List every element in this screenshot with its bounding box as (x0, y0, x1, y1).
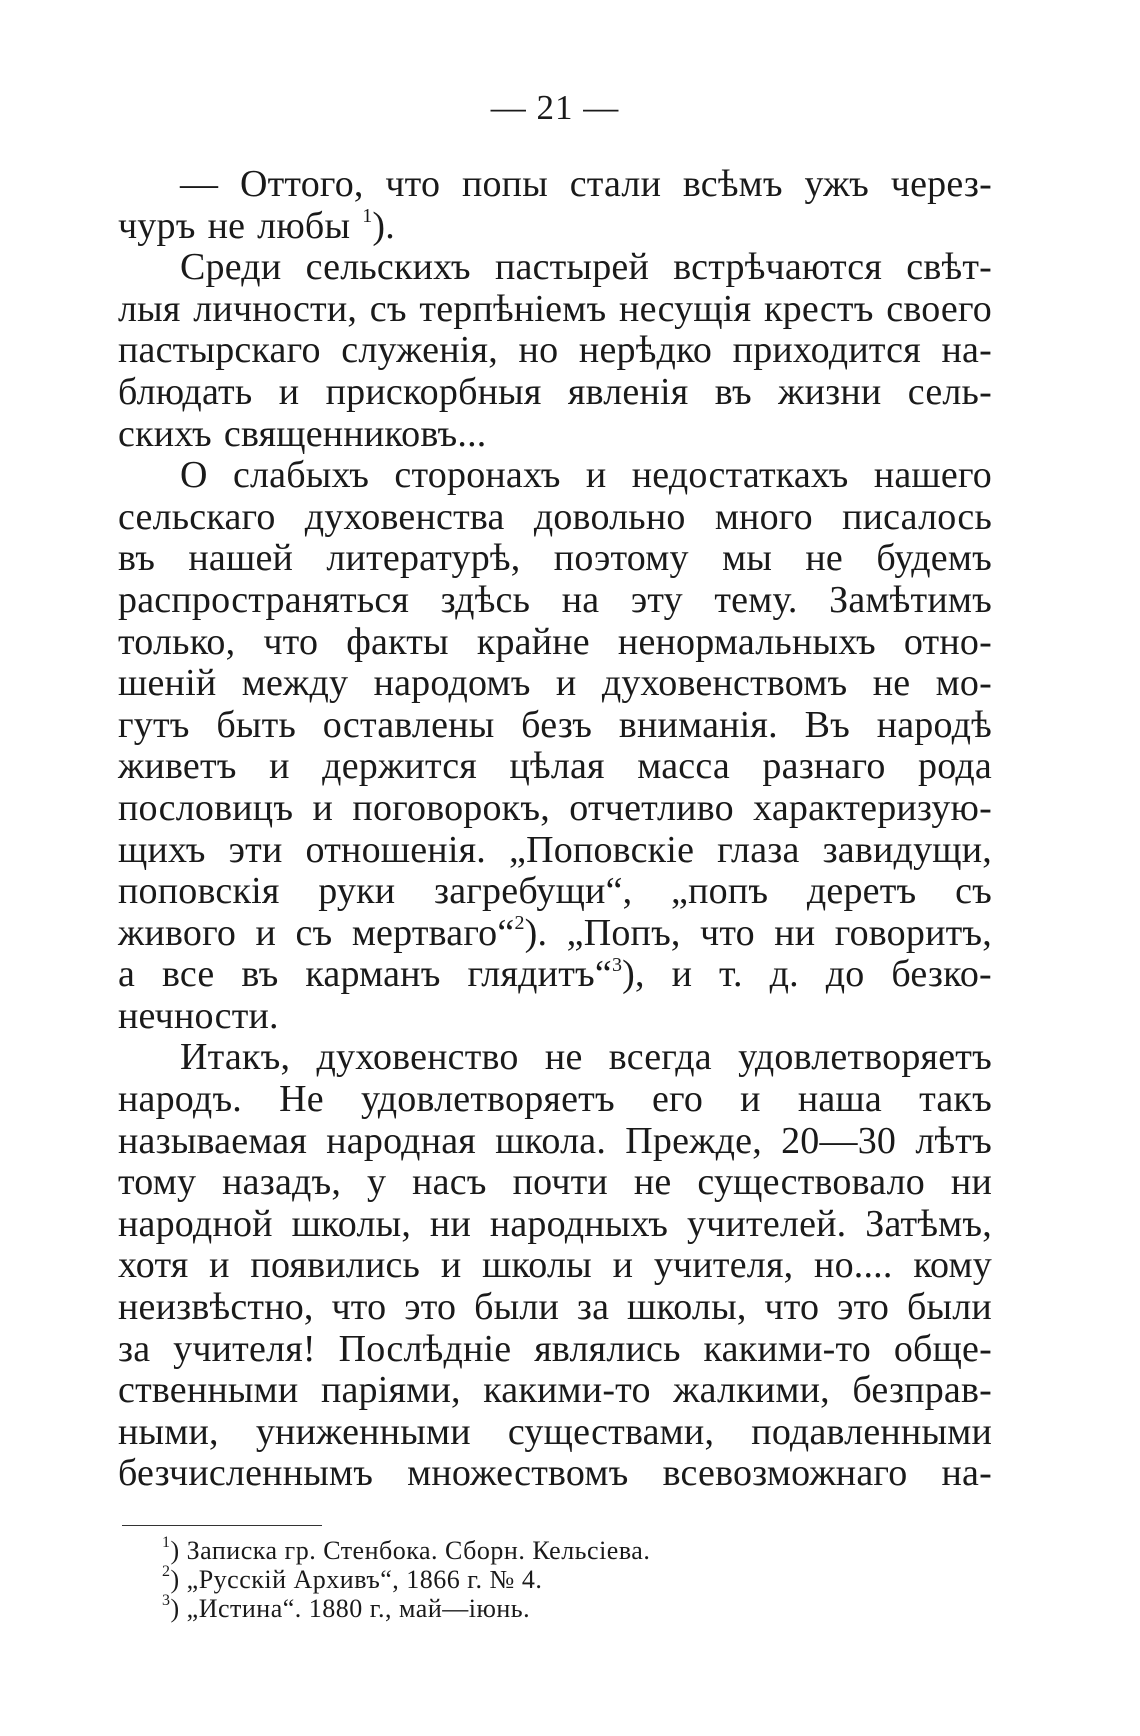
word: руки (318, 870, 396, 913)
word: хотя (118, 1244, 189, 1287)
book-page (118, 88, 992, 1623)
text-line (118, 330, 992, 372)
word: ни (950, 1161, 992, 1204)
word: ненормальныхъ (617, 620, 876, 663)
text-line (118, 1287, 992, 1329)
word: всѣмъ (682, 163, 783, 205)
word: Послѣдніе (338, 1327, 512, 1370)
text-line (118, 1370, 992, 1412)
word: „попъ (671, 870, 769, 913)
word: что (764, 1286, 820, 1329)
word: на- (941, 329, 992, 372)
word: характеризую- (753, 786, 992, 829)
word: сельскаго (118, 495, 276, 538)
word: ужъ (804, 163, 870, 205)
word: называемая (118, 1119, 308, 1162)
text-line (118, 455, 992, 497)
word: говоритъ, (834, 911, 992, 954)
word: прискорбныя (325, 370, 542, 413)
word: чуръ (118, 204, 196, 247)
word: учителя! (173, 1327, 316, 1370)
word: его (651, 1078, 704, 1121)
footnote (118, 1536, 992, 1565)
word: неизвѣстно, (118, 1286, 314, 1329)
word: рода (918, 745, 992, 788)
word: все (161, 953, 215, 996)
footnote-ref-tail: ), (622, 953, 645, 996)
word: т. (719, 953, 743, 996)
word: что (331, 1286, 387, 1329)
word: почти (512, 1161, 608, 1204)
word: — (180, 163, 219, 205)
word: стали (569, 163, 662, 205)
word: поговорокъ, (352, 786, 550, 829)
word: не (633, 1161, 672, 1204)
word: на- (941, 1452, 992, 1495)
word: блюдать (118, 370, 253, 413)
word: сторонахъ (394, 454, 561, 497)
word: своего (886, 287, 992, 330)
word: не (207, 204, 246, 247)
word: что (385, 163, 441, 205)
text-line (118, 497, 992, 539)
text-line (118, 913, 992, 955)
word: держится (322, 745, 477, 788)
word: что (700, 911, 755, 954)
word: и (671, 953, 693, 996)
word: отношенія. (305, 828, 486, 871)
word: паріями, (320, 1369, 461, 1412)
word: наша (797, 1078, 882, 1121)
word: такъ (919, 1078, 992, 1121)
word: завидущи, (822, 828, 992, 871)
word: до (825, 953, 865, 996)
word: „Поповскіе (509, 828, 695, 871)
footnote-ref-tail: ). (524, 911, 548, 954)
word: нашей (188, 537, 294, 580)
word: свѣт- (906, 246, 992, 289)
word: всегда (608, 1036, 712, 1079)
word: народѣ (876, 703, 992, 746)
text-line (118, 289, 992, 331)
text-line (118, 247, 992, 289)
word: въ (241, 953, 279, 996)
footnote-ref: 2 (514, 912, 525, 935)
word: народъ. (118, 1078, 242, 1121)
word: служенія, (341, 329, 498, 372)
word: являлись (534, 1327, 681, 1370)
word: Замѣтимъ (829, 578, 992, 621)
text-line (118, 372, 992, 414)
word: живетъ (118, 745, 237, 788)
word: жизни (778, 370, 882, 413)
word: на (561, 578, 600, 621)
word: народныхъ (489, 1202, 669, 1245)
word: школа. (495, 1119, 607, 1162)
text-line (118, 705, 992, 747)
word: удовлетворяетъ (360, 1078, 615, 1121)
word: подавленными (751, 1410, 992, 1453)
word: распространяться (118, 578, 410, 621)
word: цѣлая (509, 745, 605, 788)
footnote-ref: 3 (611, 953, 623, 976)
word: сель- (907, 370, 992, 413)
word: только, (118, 620, 236, 663)
word: униженными (255, 1410, 471, 1453)
footnote-mark: 3 (162, 1592, 171, 1610)
word: любы (257, 204, 351, 247)
word: съ (369, 287, 407, 330)
word: мо- (935, 662, 992, 705)
word: попы (461, 163, 548, 205)
footnotes (118, 1536, 992, 1623)
text-line (118, 164, 992, 206)
word: у (367, 1161, 387, 1204)
word: какими-то (703, 1327, 871, 1370)
word: тому (118, 1161, 197, 1204)
text-line (118, 1412, 992, 1454)
word-with-ref (352, 913, 547, 955)
word: нечности. (118, 994, 279, 1037)
word: какими-то (483, 1369, 651, 1412)
word: и (612, 1244, 634, 1287)
word: щихъ (118, 828, 206, 871)
word: и (209, 1244, 230, 1287)
word: писалось (842, 495, 992, 538)
word: учителей. (686, 1202, 847, 1245)
word: лѣтъ (915, 1119, 992, 1162)
word: Въ (804, 703, 850, 746)
word: кому (913, 1244, 992, 1287)
word: и (440, 1244, 462, 1287)
word: удовлетворяетъ (738, 1036, 992, 1079)
word: духовенства (304, 495, 505, 538)
word: отчетливо (569, 786, 734, 829)
word: мы (722, 537, 773, 580)
word: сельскихъ (305, 246, 471, 289)
word: живого (118, 911, 237, 954)
text-line (118, 206, 992, 248)
word: безчисленнымъ (118, 1452, 374, 1495)
word: Итакъ, (180, 1036, 291, 1079)
word: быть (216, 703, 296, 746)
word: и (269, 745, 290, 788)
word: встрѣчаются (673, 246, 883, 289)
word: личности, (193, 287, 358, 330)
text-line (118, 1329, 992, 1371)
word: школы, (627, 1286, 747, 1329)
word: эту (630, 578, 683, 621)
word: масса (637, 745, 730, 788)
word: но (518, 329, 559, 372)
word: безправ- (852, 1369, 992, 1412)
word: съ (955, 870, 992, 913)
word: между (241, 662, 349, 705)
text-line (118, 1245, 992, 1287)
word: факты (346, 620, 449, 663)
word: лыя (118, 287, 181, 330)
text-line (118, 830, 992, 872)
word: священниковъ... (223, 412, 487, 455)
word: были (906, 1286, 992, 1329)
text-line (118, 788, 992, 830)
text-line (118, 746, 992, 788)
word: литературѣ, (326, 537, 521, 580)
word: духовенство (316, 1036, 519, 1079)
word: не (872, 662, 911, 705)
text-line (118, 1121, 992, 1163)
word: деретъ (806, 870, 917, 913)
word: „Попъ, (566, 911, 681, 954)
word: за (118, 1327, 151, 1370)
word: народомъ (373, 662, 531, 705)
footnote-mark: 2 (162, 1563, 171, 1581)
word: но.... (814, 1244, 893, 1287)
word: нерѣдко (578, 329, 713, 372)
word: загребущи“, (433, 870, 633, 913)
word: отно- (903, 620, 992, 663)
word: и (740, 1078, 761, 1121)
word: и (312, 786, 334, 829)
word: обще- (893, 1327, 992, 1370)
word: вниманія. (618, 703, 778, 746)
word: ными, (118, 1410, 219, 1453)
word: существами, (507, 1410, 715, 1453)
word: терпѣніемъ (419, 287, 607, 330)
word: глаза (717, 828, 800, 871)
word: карманъ (305, 953, 441, 996)
word: народная (326, 1119, 476, 1162)
word: что (263, 620, 319, 663)
text-line (118, 1204, 992, 1246)
word: въ (118, 537, 156, 580)
word: въ (714, 370, 752, 413)
word: не (544, 1036, 583, 1079)
word: явленія (567, 370, 689, 413)
word: мертваго“ (351, 911, 515, 954)
footnote-ref: $^1$). (362, 204, 395, 247)
text-line (118, 663, 992, 705)
text-line (118, 580, 992, 622)
word: крайне (476, 620, 590, 663)
text-line (118, 1037, 992, 1079)
word: Не (279, 1078, 324, 1121)
footnote-divider (122, 1525, 322, 1526)
word: учителя, (653, 1244, 794, 1287)
word: глядитъ“ (467, 953, 612, 996)
footnote-mark: 1 (162, 1534, 171, 1552)
word: поэтому (553, 537, 689, 580)
word: 20—30 (781, 1119, 897, 1162)
text-line (118, 538, 992, 580)
word: насъ (412, 1161, 487, 1204)
word: безъ (521, 703, 593, 746)
text-line (118, 871, 992, 913)
word: эти (228, 828, 283, 871)
word: безко- (891, 953, 992, 996)
word: и (555, 662, 577, 705)
footnote-text: ) „Истина“. 1880 г., май—іюнь. (170, 1594, 531, 1623)
word: пастырскаго (118, 329, 321, 372)
word: Среди (180, 246, 282, 289)
word: недостаткахъ (631, 454, 849, 497)
word: Прежде, (625, 1119, 762, 1162)
word: О (180, 454, 208, 497)
word: назадъ, (222, 1161, 342, 1204)
word: съ (295, 911, 333, 954)
word: это (837, 1286, 890, 1329)
word: оставлены (322, 703, 495, 746)
word: разнаго (762, 745, 886, 788)
word: не (805, 537, 843, 580)
text-line (118, 1079, 992, 1121)
word: появились (250, 1244, 421, 1287)
word: народной (118, 1202, 273, 1245)
footnote-text: ) Записка гр. Стенбока. Сборн. Кельсіева. (170, 1536, 651, 1565)
word: ственными (118, 1369, 299, 1412)
word: д. (769, 953, 799, 996)
body-text (118, 164, 992, 1495)
text-line (118, 414, 992, 456)
text-line (118, 996, 992, 1038)
page-number: — 21 — (490, 88, 620, 127)
word: ни (774, 911, 816, 954)
word: через- (890, 163, 992, 205)
word: школы (482, 1244, 592, 1287)
word: несущія (619, 287, 752, 330)
word: крестъ (763, 287, 874, 330)
word: всевозможнаго (662, 1452, 908, 1495)
footnote-text: ) „Русскій Архивъ“, 1866 г. № 4. (170, 1565, 543, 1594)
word: были (474, 1286, 560, 1329)
word: много (714, 495, 813, 538)
text-line (118, 954, 992, 996)
word: шеній (118, 662, 217, 705)
word: Затѣмъ, (865, 1202, 992, 1245)
text-line (118, 1453, 992, 1495)
word-with-ref (467, 954, 644, 996)
text-line (118, 1162, 992, 1204)
word: довольно (533, 495, 686, 538)
word: скихъ (118, 412, 212, 455)
word: слабыхъ (232, 454, 370, 497)
word: ни (429, 1202, 471, 1245)
word: гутъ (118, 703, 190, 746)
footnote (118, 1565, 992, 1594)
word: и (278, 370, 300, 413)
word: нашего (873, 454, 992, 497)
word: Оттого, (239, 163, 364, 205)
word: и (255, 911, 277, 954)
word: духовенствомъ (601, 662, 848, 705)
word: пастырей (495, 246, 650, 289)
word: приходится (732, 329, 921, 372)
word: это (404, 1286, 457, 1329)
word: за (576, 1286, 610, 1329)
word: множествомъ (407, 1452, 629, 1495)
word: школы, (291, 1202, 412, 1245)
word: существовало (697, 1161, 925, 1204)
word: жалкими, (673, 1369, 830, 1412)
word: и (585, 454, 607, 497)
text-line (118, 622, 992, 664)
word: поповскія (118, 870, 280, 913)
word: тему. (714, 578, 798, 621)
word: а (118, 953, 136, 996)
word: будемъ (876, 537, 992, 580)
word: пословицъ (118, 786, 294, 829)
footnote (118, 1594, 992, 1623)
word: здѣсь (440, 578, 531, 621)
